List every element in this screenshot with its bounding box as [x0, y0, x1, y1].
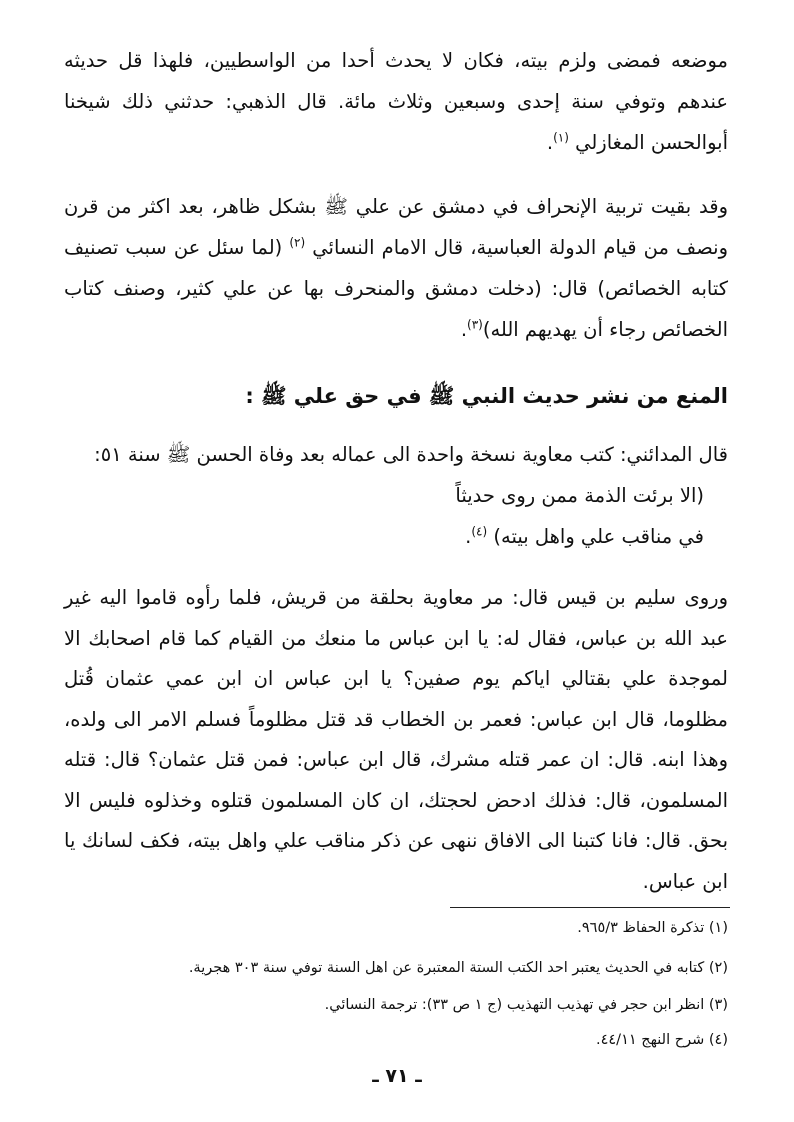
footnote-ref-1[interactable]: (١)	[553, 130, 569, 145]
footnote-1: (١) تذكرة الحفاظ ٩٦٥/٣.	[577, 920, 728, 936]
quote-text: (الا برئت الذمة ممن روى حديثاً في مناقب علي واهل بيته)	[455, 484, 704, 548]
section-heading: المنع من نشر حديث النبي ﷺ في حق علي ﷺ :	[245, 384, 728, 408]
section-intro: قال المدائني: كتب معاوية نسخة واحدة الى عماله بعد وفاة الحسن ﷺ سنة ٥١:	[94, 443, 728, 466]
paragraph-2-end: .	[460, 318, 468, 341]
block-quote	[64, 475, 728, 557]
paragraph-1	[64, 40, 728, 163]
paragraph-1-text: موضعه فمضى ولزم بيته، فكان لا يحدث أحدا من الواسطيين، فلهذا قل حديثه عندهم وتوفي سنة إحدى وسبعين وثلاث مائة. قال الذهبي: حدثني ذلك شيخنا أبوالحسن المغازلي	[64, 49, 728, 154]
footnote-ref-3[interactable]: (٣)	[467, 317, 483, 332]
footnote-ref-2[interactable]: (٢)	[289, 235, 306, 250]
quote-end: .	[465, 525, 472, 548]
footnote-4: (٤) شرح النهج ٤٤/١١.	[596, 1032, 728, 1048]
paragraph-2-text: وقد بقيت تربية الإنحراف في دمشق عن علي ﷺ بشكل ظاهر، بعد اكثر من قرن ونصف من قيام الدولة العباسية، قال الامام النسائي	[64, 195, 728, 259]
footnote-2: (٢) كتابه في الحديث يعتبر احد الكتب الستة المعتبرة عن اهل السنة توفي سنة ٣٠٣ هجرية.	[188, 960, 728, 976]
footnote-3: (٣) انظر ابن حجر في تهذيب التهذيب (ج ١ ص ٣٣): ترجمة النسائي.	[324, 997, 728, 1013]
paragraph-2-text-continued: (لما سئل عن سبب تصنيف كتابه الخصائص) قال: (دخلت دمشق والمنحرف بها عن علي كثير، وصنف كتاب الخصائص رجاء أن يهديهم الله)	[64, 236, 728, 341]
footnote-divider	[450, 907, 730, 908]
footnote-ref-4[interactable]: (٤)	[471, 524, 488, 539]
page-number: ـ ٧١ ـ	[372, 1065, 422, 1087]
paragraph-2	[64, 186, 728, 350]
paragraph-3: وروى سليم بن قيس قال: مر معاوية بحلقة من قريش، فلما رأوه قاموا اليه غير عبد الله بن عباس، فقال له: يا ابن عباس ما منعك من القيام كما قام اصحابك الا لموجدة علي بقتالي اياكم يوم صفين؟ يا ابن عباس ان ابن عمي عثمان قُتل مظلوما، قال ابن عباس: فعمر بن الخطاب قد قتل مظلوماً فسلم الامر الى ولده، وهذا ابنه. قال: ان عمر قتله مشرك، قال ابن عباس: فمن قتل عثمان؟ قال: قتله المسلمون، قال: فذلك ادحض لحجتك، ان كان المسلمون قتلوه وخذلوه فليس الا بحق. قال: فانا كتبنا الى الافاق ننهى عن ذكر مناقب علي واهل بيته، فكف لسانك يا ابن عباس.	[64, 586, 728, 893]
paragraph-1-end: .	[546, 131, 554, 154]
